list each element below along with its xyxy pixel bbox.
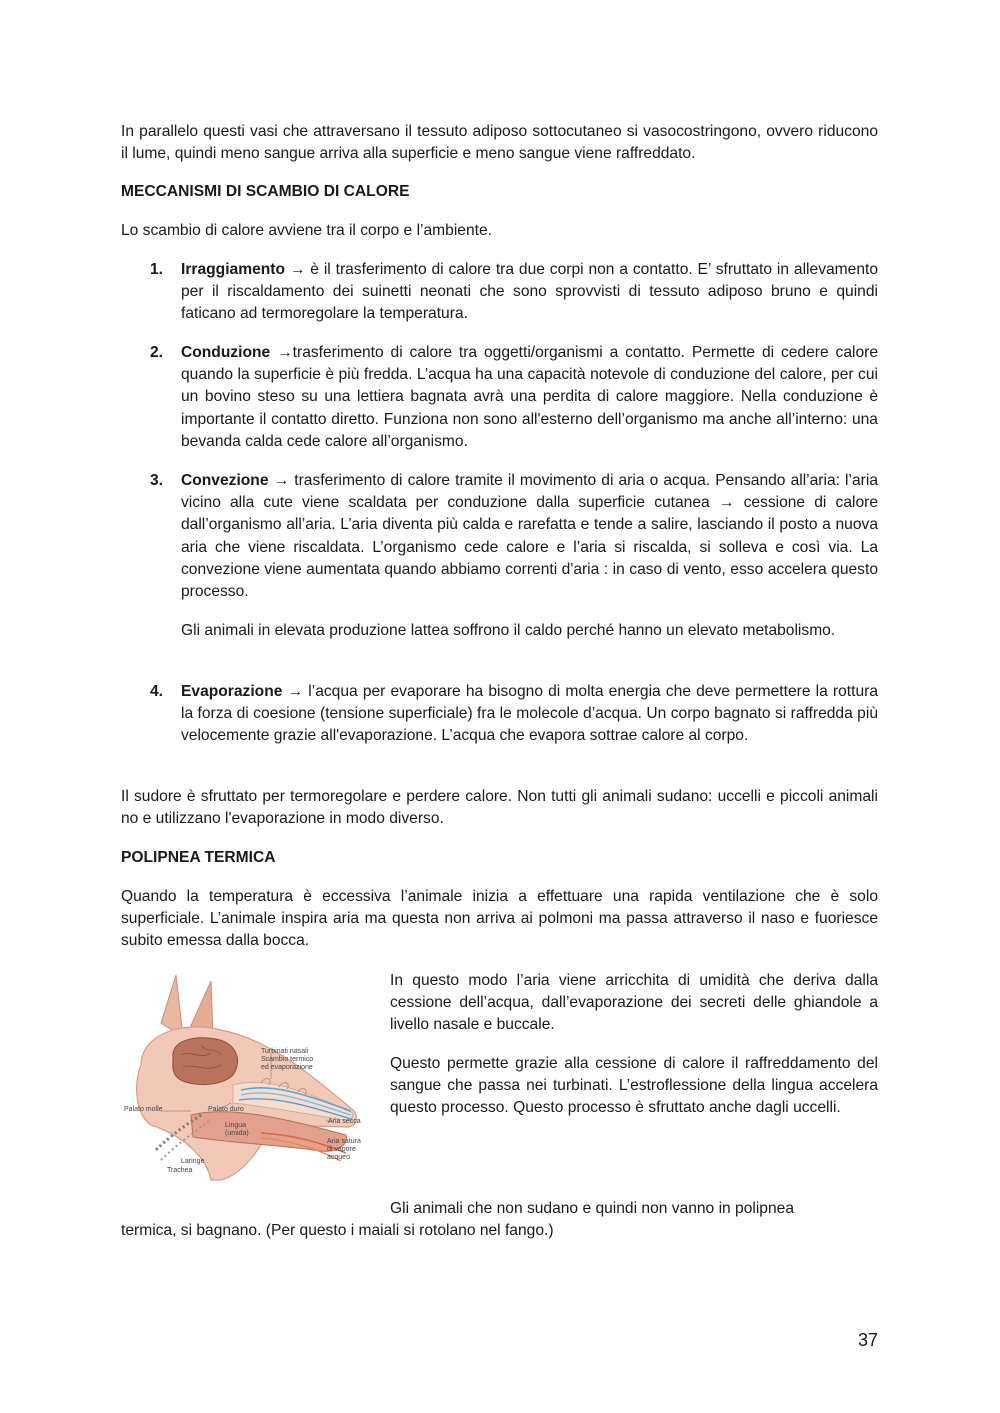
list-term: Conduzione: [181, 344, 271, 361]
label-palato-duro: Palato duro: [208, 1106, 244, 1113]
label-aria-satura-3: acqueo: [327, 1154, 350, 1161]
label-aria-secca: Aria secca: [328, 1118, 361, 1125]
paragraph-right-1: In questo modo l’aria viene arricchita di umidità che deriva dalla cessione dell’acqua, dall’evaporazione dei secreti delle ghiandole a livello nasale e buccale.: [390, 972, 878, 1034]
list-text: → trasferimento di calore tramite il movimento di aria o acqua. Pensando all’aria: l’aria vicino alla cute viene scaldata per conduzione dalla superficie cutanea → cessione di calore dall’organismo all’aria. L’aria diventa più calda e rarefatta e tende a salire, lasciando il posto a nuova aria che viene riscaldata. L’organismo cede calore e l’aria si riscalda, si solleva e così via. La convezione viene aumentata quando abbiamo correnti d'aria : in caso di vento, esso accelera questo processo.: [181, 472, 878, 601]
label-laringe: Laringe: [181, 1158, 205, 1165]
paragraph-sudore: Il sudore è sfruttato per termoregolare e perdere calore. Non tutti gli animali sudano: uccelli e piccoli animali no e utilizzano l'evaporazione in modo diverso.: [121, 788, 878, 828]
paragraph-final-line-1: Gli animali che non sudano e quindi non vanno in polipnea: [390, 1200, 794, 1217]
label-turbinati: Turbinati nasali: [261, 1048, 309, 1055]
label-trachea: Trachea: [167, 1167, 193, 1174]
list-item-body: [181, 470, 878, 603]
brain-shape: [173, 1038, 238, 1085]
label-scambio-1: Scambio termico: [261, 1056, 314, 1063]
page-number: 37: [857, 1330, 878, 1350]
label-aria-satura-1: Aria satura: [327, 1138, 361, 1145]
list-item-body: [181, 259, 878, 326]
list-term: Evaporazione: [181, 683, 283, 700]
list-number: 4.: [150, 683, 164, 700]
list-item-extra: Gli animali in elevata produzione lattea soffrono il caldo perché hanno un elevato metabolismo.: [181, 622, 836, 639]
paragraph-scambio: Lo scambio di calore avviene tra il corpo e l’ambiente.: [121, 222, 492, 239]
label-palato-molle: Palato molle: [124, 1106, 163, 1113]
list-number: 1.: [150, 261, 164, 278]
list-text: → è il trasferimento di calore tra due corpi non a contatto. E’ sfruttato in allevamento per il riscaldamento dei suinetti neonati che sono sprovvisti di tessuto adiposo bruno e quindi faticano ad termoregolare la temperatura.: [181, 261, 878, 323]
heading-meccanismi: MECCANISMI DI SCAMBIO DI CALORE: [121, 183, 410, 200]
list-item-body: [181, 681, 878, 748]
label-umida: (umida): [225, 1130, 249, 1137]
list-text: → l’acqua per evaporare ha bisogno di molta energia che deve permettere la rottura la forza di coesione (tensione superficiale) fra le molecole d’acqua. Un corpo bagnato si raffredda più velocemente grazie all'evaporazione. L’acqua che evapora sottrae calore al corpo.: [181, 683, 878, 745]
paragraph-polipnea: Quando la temperatura è eccessiva l’animale inizia a effettuare una rapida ventilazione che è solo superficiale. L’animale inspira aria ma questa non arriva ai polmoni ma passa attraverso il naso e fuoriesce subito emessa dalla bocca.: [121, 888, 878, 950]
list-text: →trasferimento di calore tra oggetti/organismi a contatto. Permette di cedere calore quando la superficie è più fredda. L’acqua ha una capacità notevole di conduzione del calore, per cui un bovino steso su una lettiera bagnata avrà una perdita di calore maggiore. Nella conduzione è importante il contatto diretto. Funziona non sono all'esterno dell’organismo ma anche all’interno: una bevanda calda cede calore all’organismo.: [181, 344, 878, 450]
nasal-anatomy-figure: [121, 975, 365, 1185]
label-aria-satura-2: di vapore: [327, 1146, 356, 1153]
list-number: 2.: [150, 344, 164, 361]
paragraph-intro: In parallelo questi vasi che attraversano il tessuto adiposo sottocutaneo si vasocostringono, ovvero riducono il lume, quindi meno sangue arriva alla superficie e meno sangue viene raffreddato.: [121, 123, 878, 163]
list-number: 3.: [150, 472, 164, 489]
label-scambio-2: ed evaporazione: [261, 1064, 313, 1071]
paragraph-final-line-2: termica, si bagnano. (Per questo i maiali si rotolano nel fango.): [121, 1222, 554, 1239]
list-item-body: [181, 342, 878, 453]
heading-polipnea: POLIPNEA TERMICA: [121, 849, 276, 866]
label-lingua: Lingua: [225, 1122, 247, 1129]
list-term: Irraggiamento: [181, 261, 285, 278]
list-term: Convezione: [181, 472, 269, 489]
paragraph-right-2: Questo permette grazie alla cessione di calore il raffreddamento del sangue che passa nei turbinati. L’estroflessione della lingua accelera questo processo. Questo processo è sfruttato anche dagli uccelli.: [390, 1055, 878, 1117]
